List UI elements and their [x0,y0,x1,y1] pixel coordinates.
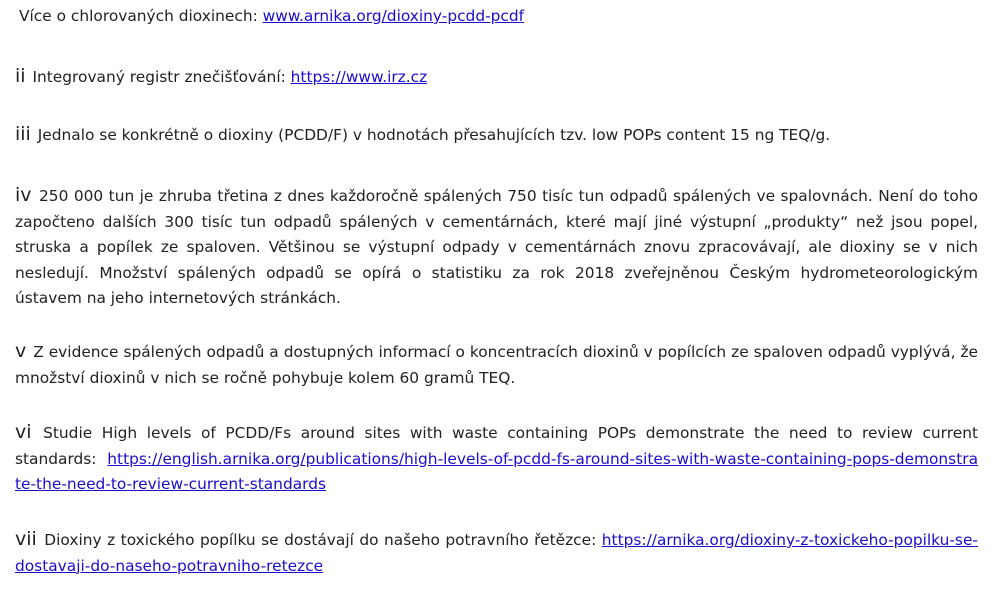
endnote-text: Studie High levels of PCDD/Fs around sites with waste containing POPs demonstrate the need to review current standards: [15,424,978,468]
endnote-marker: iv [15,184,32,206]
endnote-marker: vi [15,421,32,443]
endnote-marker: vii [15,528,37,550]
endnote-i-continuation [19,4,979,30]
endnote-marker: v [15,340,27,362]
endnote-link[interactable]: https://english.arnika.org/publications/high-levels-of-pcdd-fs-around-sites-with-waste-containing-pops-demonstrate-the-need-to-review-current-standards [15,449,978,494]
endnote-marker: ii [15,65,26,87]
endnote-link[interactable]: https://arnika.org/dioxiny-z-toxickeho-popilku-se-dostavaji-do-naseho-potravniho-retezce [15,531,978,575]
endnote-link[interactable]: www.arnika.org/dioxiny-pcdd-pcdf [262,7,525,25]
endnote-text: Z evidence spálených odpadů a dostupných informací o koncentracích dioxinů v popílcích ze spaloven odpadů vyplývá, že množství dioxinů v nich se ročně pohybuje kolem 60 gramů TEQ. [15,343,978,387]
endnote-marker: iii [15,123,31,145]
endnote-text: Dioxiny z toxického popílku se dostávají do našeho potravního řetězce: [44,531,602,549]
endnote-text: Jednalo se konkrétně o dioxiny (PCDD/F) v hodnotách přesahujících tzv. low POPs content 15 ng TEQ/g. [37,126,831,144]
endnote-text: 250 000 tun je zhruba třetina z dnes každoročně spálených 750 tisíc tun odpadů spálených ve spalovnách. Není do toho započteno dalších 300 tisíc tun odpadů spálených v cementárnách, které mají jiné výstupní „produkty“ než jsou popel, struska a popílek ze spaloven. Většinou se výstupní odpady v cementárnách znovu zpracovávají, ale dioxiny se v nich nesledují. Množství spálených odpadů se opírá o statistiku za rok 2018 zveřejněnou Českým hydrometeorologickým ústavem na jeho internetových stránkách. [15,187,978,308]
endnote-link[interactable]: https://www.irz.cz [290,68,428,86]
endnote-iii [15,122,978,149]
endnote-text: Integrovaný registr znečišťování: [32,68,291,86]
endnote-text: Více o chlorovaných dioxinech: [19,7,263,25]
endnote-v [15,339,978,391]
endnote-iv [15,183,978,312]
endnote-vi [15,420,978,498]
endnote-vii [15,527,978,579]
endnote-ii [15,64,978,91]
